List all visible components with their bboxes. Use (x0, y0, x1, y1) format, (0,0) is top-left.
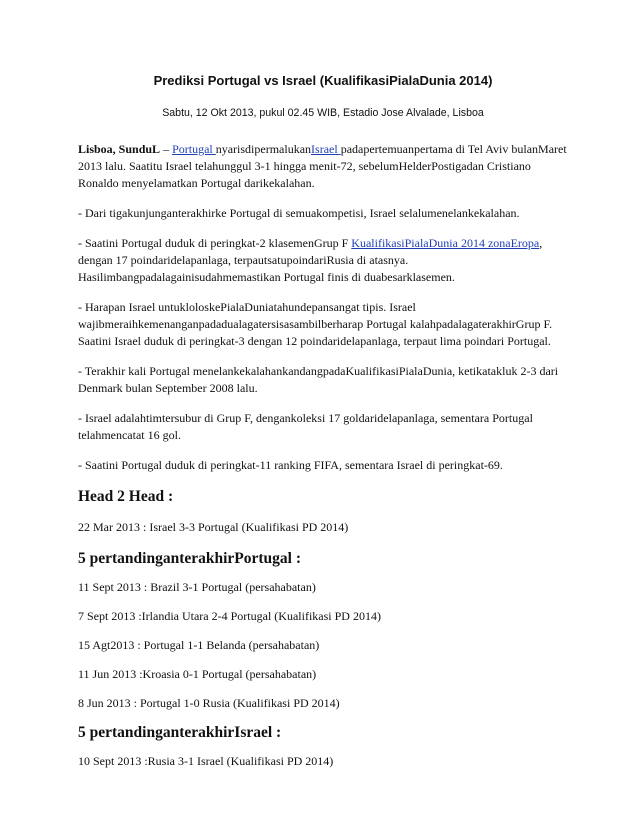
intro-text-2: nyarisdipermalukan (215, 142, 312, 156)
portugal-link[interactable]: Portugal (172, 142, 216, 156)
fact-paragraph: - Harapan Israel untukloloskePialaDuniatahundepansangat tipis. Israel wajibmeraihkemenanganpadadualagatersisasambilberharap Portugal kalahpadalagaterakhirGrup F. Saatini Israel duduk di peringkat-3 dengan 12 poindaridelapanlaga, terpaut lima poindari Portugal. (78, 300, 553, 348)
fact-paragraph: - Israel adalahtimtersubur di Grup F, dengankoleksi 17 goldaridelapanlaga, sementara Portugal telahmencatat 16 gol. (78, 411, 533, 442)
document-page (78, 0, 568, 769)
head-to-head-heading: Head 2 Head : (78, 488, 174, 505)
standings-text-1: - Saatini Portugal duduk di peringkat-2 klasemenGrup F (78, 236, 352, 250)
list-item: 8 Jun 2013 : Portugal 1-0 Rusia (Kualifikasi PD 2014) (78, 696, 340, 710)
israel-link[interactable]: Israel (311, 142, 341, 156)
list-item: 11 Jun 2013 :Kroasia 0-1 Portugal (persahabatan) (78, 667, 317, 681)
standings-text-2: , dengan 17 poindaridelapanlaga, terpautsatupoindariRusia di atasnya. Hasilimbangpadalagainisudahmemastikan Portugal finis di duabesarklasemen. (78, 236, 543, 284)
intro-text-3: padapertemuanpertama di Tel Aviv bulanMaret 2013 lalu. Saatitu Israel telahunggul 3-1 hingga menit-72, sebelumHelderPostigadan Cristiano Ronaldo menyelamatkan Portugal darikekalahan. (78, 142, 567, 190)
intro-text-1: – (160, 142, 173, 156)
dateline: Lisboa, SunduL (78, 142, 161, 156)
standings-paragraph (78, 235, 568, 286)
fact-paragraph: - Dari tigakunjunganterakhirke Portugal di semuakompetisi, Israel selalumenelankekalahan. (78, 206, 520, 220)
list-item: 22 Mar 2013 : Israel 3-3 Portugal (Kualifikasi PD 2014) (78, 520, 349, 534)
list-item: 15 Agt2013 : Portugal 1-1 Belanda (persahabatan) (78, 638, 320, 652)
fact-paragraph: - Terakhir kali Portugal menelankekalahankandangpadaKualifikasiPialaDunia, ketikatakluk 2-3 dari Denmark bulan September 2008 lalu. (78, 364, 559, 395)
intro-paragraph (78, 141, 568, 192)
list-item: 10 Sept 2013 :Rusia 3-1 Israel (Kualifikasi PD 2014) (78, 754, 334, 768)
article-title: Prediksi Portugal vs Israel (KualifikasiPialaDunia 2014) (153, 73, 493, 88)
list-item: 11 Sept 2013 : Brazil 3-1 Portugal (persahabatan) (78, 580, 316, 594)
portugal-form-heading: 5 pertandinganterakhirPortugal : (78, 550, 302, 567)
match-info: Sabtu, 12 Okt 2013, pukul 02.45 WIB, Estadio Jose Alvalade, Lisboa (162, 107, 484, 119)
fact-paragraph: - Saatini Portugal duduk di peringkat-11 ranking FIFA, sementara Israel di peringkat-69. (78, 458, 503, 472)
qualification-link[interactable]: KualifikasiPialaDunia 2014 zonaEropa (351, 236, 540, 250)
israel-form-heading: 5 pertandinganterakhirIsrael : (78, 724, 282, 741)
list-item: 7 Sept 2013 :Irlandia Utara 2-4 Portugal (Kualifikasi PD 2014) (78, 609, 381, 623)
